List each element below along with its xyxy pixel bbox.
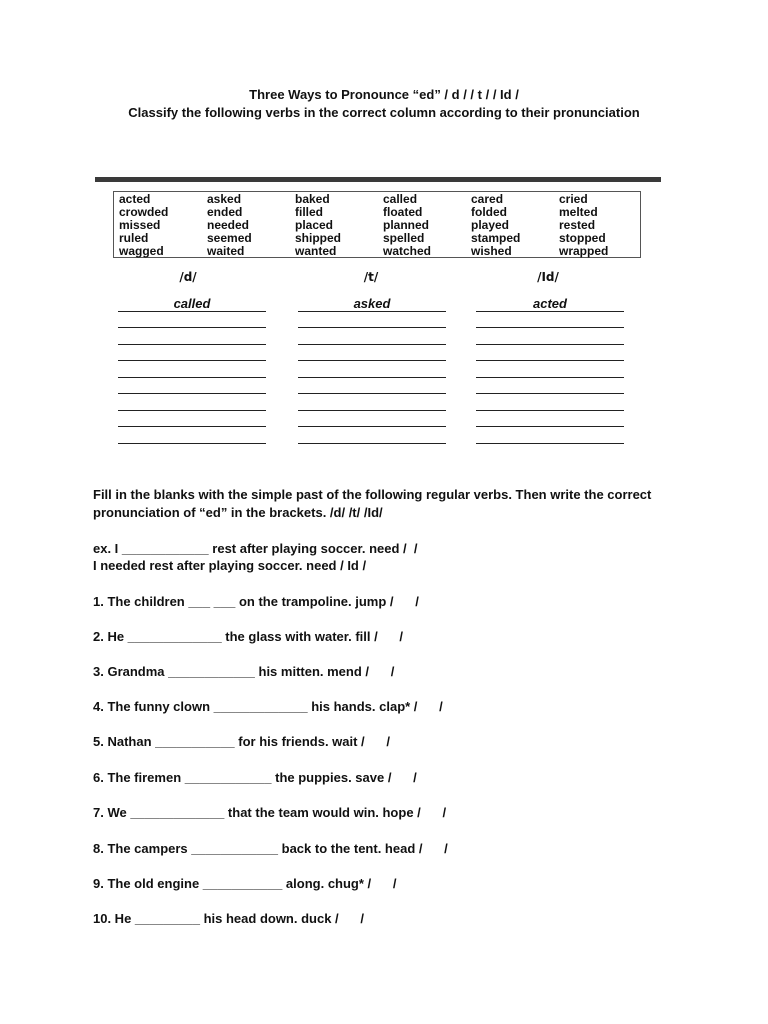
word-bank-item: stamped bbox=[471, 231, 521, 245]
word-bank-item: seemed bbox=[207, 231, 252, 245]
word-bank-item: stopped bbox=[559, 231, 606, 245]
word-bank-item: cared bbox=[471, 192, 504, 206]
answer-line[interactable] bbox=[298, 361, 446, 378]
word-bank-item: wagged bbox=[119, 244, 164, 258]
word-bank-item: folded bbox=[471, 205, 507, 219]
word-bank-item: melted bbox=[559, 205, 598, 219]
answer-column-d bbox=[118, 295, 266, 444]
exercise-item: 1. The children ___ ___ on the trampoline. jump / / bbox=[93, 594, 419, 609]
answer-line[interactable] bbox=[298, 328, 446, 345]
answer-line[interactable] bbox=[118, 394, 266, 411]
word-bank-item: waited bbox=[207, 244, 245, 258]
word-bank bbox=[113, 191, 641, 258]
answer-line[interactable] bbox=[476, 312, 624, 329]
answer-line[interactable] bbox=[298, 295, 446, 312]
answer-line[interactable] bbox=[476, 361, 624, 378]
page-subtitle: Classify the following verbs in the correct column according to their pronunciation bbox=[128, 105, 640, 120]
exercise-instructions: Fill in the blanks with the simple past of the following regular verbs. Then write the correct pronunciation of “ed” in the brackets. /d/ /t/ /Id/ bbox=[93, 487, 652, 520]
word-bank-item: wanted bbox=[295, 244, 337, 258]
answer-line[interactable] bbox=[118, 295, 266, 312]
exercise-item: 8. The campers ____________ back to the tent. head / / bbox=[93, 841, 448, 856]
exercise-item: 6. The firemen ____________ the puppies. save / / bbox=[93, 770, 417, 785]
word-bank-item: spelled bbox=[383, 231, 425, 245]
exercise-item: 10. He _________ his head down. duck / / bbox=[93, 911, 364, 926]
answer-line[interactable] bbox=[298, 345, 446, 362]
exercise-item: 7. We _____________ that the team would win. hope / / bbox=[93, 805, 447, 820]
exercise-item: 3. Grandma ____________ his mitten. mend / / bbox=[93, 664, 395, 679]
word-bank-item: played bbox=[471, 218, 510, 232]
answer-line[interactable] bbox=[298, 427, 446, 444]
word-bank-item: acted bbox=[119, 192, 151, 206]
word-bank-item: shipped bbox=[295, 231, 342, 245]
example-answer-sentence: I needed rest after playing soccer. need / Id / bbox=[93, 558, 367, 573]
answer-line[interactable] bbox=[476, 411, 624, 428]
example-answer: asked bbox=[353, 295, 391, 311]
answer-line[interactable] bbox=[476, 295, 624, 312]
page-title: Three Ways to Pronounce “ed” / d / / t / / Id / bbox=[249, 87, 519, 102]
word-bank-item: planned bbox=[383, 218, 430, 232]
word-bank-item: cried bbox=[559, 192, 588, 206]
word-bank-item: called bbox=[383, 192, 418, 206]
answer-line[interactable] bbox=[476, 328, 624, 345]
column-heading-id: /Id/ bbox=[537, 270, 559, 284]
exercise-item: 2. He _____________ the glass with water. fill / / bbox=[93, 629, 403, 644]
exercise-item: 4. The funny clown _____________ his hands. clap* / / bbox=[93, 699, 443, 714]
word-bank-item: needed bbox=[207, 218, 250, 232]
exercise-item: 5. Nathan ___________ for his friends. wait / / bbox=[93, 734, 390, 749]
word-bank-item: wished bbox=[471, 244, 512, 258]
answer-line[interactable] bbox=[118, 411, 266, 428]
answer-line[interactable] bbox=[476, 394, 624, 411]
answer-line[interactable] bbox=[298, 394, 446, 411]
word-bank-item: crowded bbox=[119, 205, 169, 219]
example-answer: called bbox=[173, 295, 211, 311]
divider-rule bbox=[95, 177, 661, 182]
word-bank-item: filled bbox=[295, 205, 324, 219]
answer-line[interactable] bbox=[118, 345, 266, 362]
word-bank-item: asked bbox=[207, 192, 242, 206]
answer-line[interactable] bbox=[298, 411, 446, 428]
word-bank-item: wrapped bbox=[559, 244, 609, 258]
word-bank-item: floated bbox=[383, 205, 423, 219]
word-bank-item: rested bbox=[559, 218, 596, 232]
column-heading-t: /t/ bbox=[363, 270, 379, 284]
word-bank-item: placed bbox=[295, 218, 334, 232]
example-sentence: ex. I ____________ rest after playing soccer. need / / bbox=[93, 541, 418, 556]
word-bank-item: baked bbox=[295, 192, 330, 206]
answer-line[interactable] bbox=[476, 427, 624, 444]
answer-line[interactable] bbox=[118, 361, 266, 378]
answer-line[interactable] bbox=[118, 328, 266, 345]
answer-line[interactable] bbox=[118, 427, 266, 444]
answer-line[interactable] bbox=[118, 378, 266, 395]
word-bank-item: ended bbox=[207, 205, 243, 219]
answer-line[interactable] bbox=[476, 345, 624, 362]
column-heading-d: /d/ bbox=[179, 270, 197, 284]
answer-column-t bbox=[298, 295, 446, 444]
answer-column-id bbox=[476, 295, 624, 444]
exercise-item: 9. The old engine ___________ along. chug* / / bbox=[93, 876, 397, 891]
example-answer: acted bbox=[533, 295, 567, 311]
word-bank-item: watched bbox=[383, 244, 432, 258]
answer-line[interactable] bbox=[476, 378, 624, 395]
word-bank-item: missed bbox=[119, 218, 161, 232]
answer-line[interactable] bbox=[298, 378, 446, 395]
word-bank-item: ruled bbox=[119, 231, 149, 245]
answer-line[interactable] bbox=[118, 312, 266, 329]
answer-line[interactable] bbox=[298, 312, 446, 329]
